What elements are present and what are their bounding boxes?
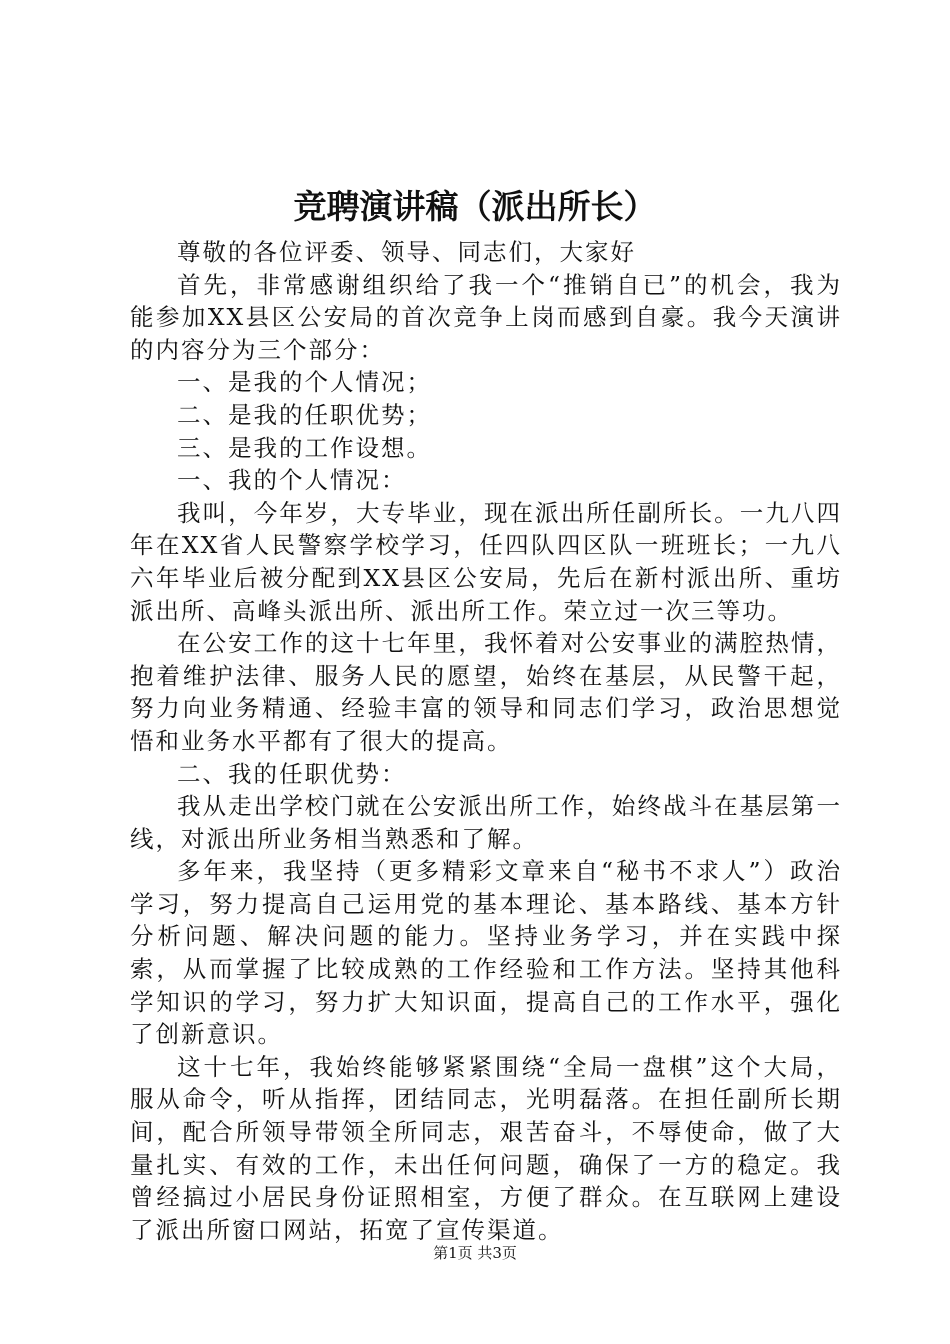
page-indicator: 第1页 共3页 [433, 1244, 517, 1262]
page-footer [0, 1242, 950, 1264]
document-body [130, 236, 842, 1246]
paragraph-outline-1: 一、是我的个人情况； [177, 368, 432, 397]
paragraph-experience: 在公安工作的这十七年里，我怀着对公安事业的满腔热情，抱着维护法律、服务人民的愿望，始终在基层，从民警干起，努力向业务精通、经验丰富的领导和同志们学习，政治思想觉悟和业务水平都有了很大的提高。 [130, 629, 842, 755]
paragraph-outline-2: 二、是我的任职优势； [177, 400, 432, 429]
paragraph-frontline: 我从走出学校门就在公安派出所工作，始终战斗在基层第一线，对派出所业务相当熟悉和了解。 [130, 792, 842, 853]
paragraph-intro: 首先，非常感谢组织给了我一个“推销自已”的机会，我为能参加XX县区公安局的首次竞争上岗而感到自豪。我今天演讲的内容分为三个部分： [130, 270, 842, 364]
document-title: 竞聘演讲稿（派出所长） [293, 187, 657, 226]
paragraph-outline-3: 三、是我的工作设想。 [177, 433, 432, 462]
section-heading-advantages: 二、我的任职优势： [177, 759, 407, 788]
paragraph-achievements: 这十七年，我始终能够紧紧围绕“全局一盘棋”这个大局，服从命令，听从指挥，团结同志，光明磊落。在担任副所长期间，配合所领导带领全所同志，艰苦奋斗，不辱使命，做了大量扎实、有效的工作，未出任何问题，确保了一方的稳定。我曾经搞过小居民身份证照相室，方便了群众。在互联网上建设了派出所窗口网站，拓宽了宣传渠道。 [130, 1052, 842, 1244]
paragraph-study: 多年来，我坚持（更多精彩文章来自“秘书不求人”）政治学习，努力提高自己运用党的基本理论、基本路线、基本方针分析问题、解决问题的能力。坚持业务学习，并在实践中探索，从而掌握了比较成熟的工作经验和工作方法。坚持其他科学知识的学习，努力扩大知识面，提高自己的工作水平，强化了创新意识。 [130, 857, 842, 1049]
paragraph-personal-info: 我叫，今年岁，大专毕业，现在派出所任副所长。一九八四年在XX省人民警察学校学习，任四队四区队一班班长；一九八六年毕业后被分配到XX县区公安局，先后在新村派出所、重坊派出所、高峰头派出所、派出所工作。荣立过一次三等功。 [130, 498, 842, 625]
section-heading-personal: 一、我的个人情况： [177, 466, 407, 495]
paragraph-greeting: 尊敬的各位评委、领导、同志们，大家好 [177, 238, 636, 266]
